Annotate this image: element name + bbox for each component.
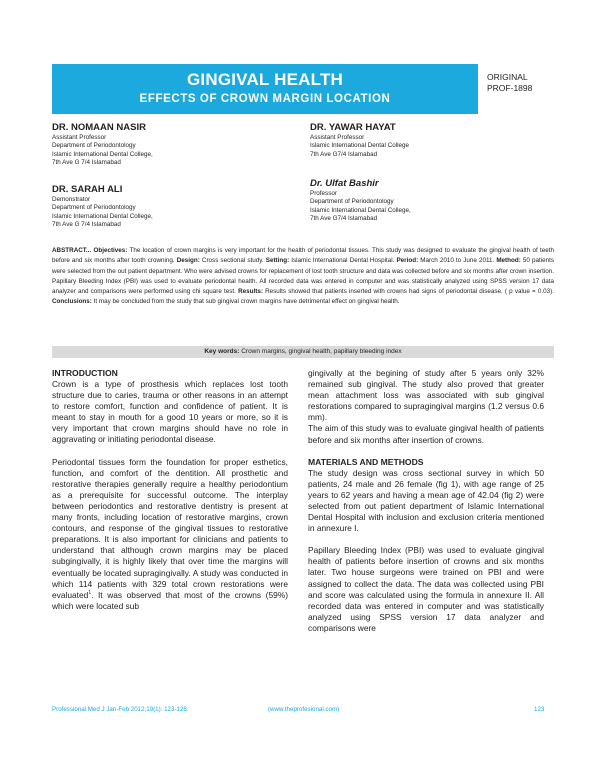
- author-affiliation-line: 7th Ave G 7/4 Islamabad: [52, 220, 121, 228]
- conclusions-label: Conclusions:: [52, 298, 92, 306]
- author-name: Dr. Ulfat Bashir: [310, 178, 379, 189]
- left-column: [52, 368, 288, 612]
- abstract-conclusions: It may be concluded from the study that sub gingival crown margins have detrimental effect on gingival health.: [91, 298, 400, 306]
- article-type-box: [487, 72, 532, 94]
- setting-label: Setting:: [265, 257, 290, 265]
- author-affiliation-line: Assistant Professor: [52, 134, 107, 141]
- footer-journal: Professional Med J Jan-Feb 2012;19(1): 123-128.: [52, 706, 189, 713]
- abstract-objectives: The location of crown margins is very important for the health of periodontal tissues. This study was designed to evaluate the gingival health of teeth before and six months after tooth crowning.: [52, 247, 554, 265]
- author-affiliation-line: Department of Periodontology: [52, 204, 136, 212]
- paragraph: Papillary Bleeding Index (PBI) was used to evaluate gingival health of patients before insertion of crowns and six months later. Two house surgeons were trained on PBI and were assigned to collect the data. The data was collected using PBI and score was calculated using the formula in annexure II. All recorded data was entered in computer and was statistically analyzed using SPSS version 17 data analyzer and comparisons were: [308, 545, 544, 633]
- author-affiliation-line: 7th Ave G 7/4 Islamabad: [52, 158, 121, 166]
- author-name: DR. SARAH ALI: [52, 184, 123, 195]
- author-block: [52, 122, 552, 242]
- author-affiliation-line: Demonstrator: [52, 196, 91, 203]
- right-column: [308, 368, 544, 634]
- abstract-method: 50 patients were selected from the out patient department. Who were advised crowns for replacement of lost tooth structure and data was collected before and six months after crown insertion. Papillary Bleeding Index (PBI) was used to evaluate periodontal health. All recorded data was entered in computer and was statistically analyzed using SPSS version 17 data analyzer and comparisons were performed using chi square test.: [52, 257, 554, 296]
- author-2: [52, 184, 153, 229]
- paragraph: The study design was cross sectional survey in which 50 patients, 24 male and 26 female (fig 1), with age range of 25 years to 62 years and having a mean age of 42.04 (fig 2) were selected from out patient department of Islamic International Dental Hospital with inclusion and exclusion criteria mentioned in annexure I.: [308, 467, 544, 534]
- author-affiliation-line: Department of Periodontology: [310, 198, 394, 206]
- article-title: GINGIVAL HEALTH: [187, 70, 343, 89]
- paragraph: The aim of this study was to evaluate gingival health of patients before and six months after insertion of crowns.: [308, 423, 544, 445]
- author-name: DR. NOMAAN NASIR: [52, 122, 146, 133]
- abstract-setting: Islamic International Dental Hospital.: [289, 257, 397, 265]
- author-affiliation-line: Islamic International Dental College,: [310, 206, 411, 214]
- keywords-text: Crown margins, gingival health, papillary bleeding index: [239, 348, 402, 355]
- author-affiliation-line: Islamic International Dental College,: [52, 212, 153, 220]
- results-label: Results:: [238, 288, 263, 296]
- footer-website[interactable]: (www.theprofesional.com): [268, 706, 340, 713]
- abstract-period: March 2010 to June 2011.: [418, 257, 497, 265]
- author-name: DR. YAWAR HAYAT: [310, 122, 396, 133]
- paragraph: gingivally at the begining of study after 5 years only 32% remained sub gingival. The study also proved that greater mean attachment loss was associated with sub gingival restorations compared to supragingival margins (1.2 versus 0.6 mm).: [308, 368, 544, 423]
- author-affiliation-line: Islamic International Dental College: [310, 142, 410, 150]
- paragraph-text: Periodontal tissues form the foundation for proper esthetics, function, and comfort of the dentition. All prosthetic and restorative therapies generally require a healthy periodontium as a prerequisite for successful outcome. The interplay between periodontics and restorative dentistry is present at many fronts, including location of restorative margins, crown contours, and response of the gingival tissues to restorative preparations. It is also important for clinicians and patients to understand that although crown margins may be placed subgingivally, it is highly likely that over time the margins will eventually be located supragingivally. A study was conducted in which 114 patients with 329 total crown restorations were evaluated: [52, 456, 288, 600]
- title-banner: [52, 64, 478, 114]
- abstract: [52, 246, 554, 308]
- author-3: [310, 122, 409, 159]
- abstract-results: Results showed that patients inserted with crowns had signs of periodontal disease. ( p value = 0.03).: [262, 288, 554, 296]
- author-affiliation-line: 7th Ave G7/4 Islamabad: [310, 150, 378, 158]
- citation-superscript: 1: [88, 589, 92, 596]
- author-4: [310, 178, 411, 223]
- article-id: PROF-1898: [487, 83, 533, 93]
- keywords-bar: [52, 346, 554, 358]
- method-label: Method:: [496, 257, 521, 265]
- author-affiliation-line: 7th Ave G7/4 Islamabad: [310, 214, 378, 222]
- section-heading-introduction: INTRODUCTION: [52, 368, 118, 378]
- paragraph: [52, 457, 288, 612]
- abstract-label: ABSTRACT... Objectives:: [52, 247, 128, 254]
- author-affiliation-line: Professor: [310, 190, 337, 197]
- footer-page-number: 123: [534, 706, 545, 713]
- author-1: [52, 122, 153, 167]
- abstract-design: Cross sectional study.: [199, 257, 266, 265]
- article-type: ORIGINAL: [487, 72, 528, 82]
- period-label: Period:: [396, 257, 419, 265]
- design-label: Design:: [176, 257, 200, 265]
- author-affiliation-line: Department of Periodontology: [52, 142, 136, 150]
- author-affiliation-line: Assistant Professor: [310, 134, 365, 141]
- section-heading-materials-methods: MATERIALS AND METHODS: [308, 456, 424, 467]
- paragraph-text: . It was observed that most of the crowns (59%) which were located sub: [52, 589, 288, 611]
- paragraph: Crown is a type of prosthesis which replaces lost tooth structure due to caries, trauma or other reasons in an attempt to restore comfort, function and confidence of patient. It is meant to stay in mouth for a good 10 years or more, so it is very important that crown margins should have no role in aggravating or initiating periodontal disease.: [52, 379, 288, 445]
- keywords-label: Key words:: [204, 348, 240, 355]
- author-affiliation-line: Islamic International Dental College,: [52, 150, 153, 158]
- article-subtitle: EFFECTS OF CROWN MARGIN LOCATION: [139, 93, 391, 105]
